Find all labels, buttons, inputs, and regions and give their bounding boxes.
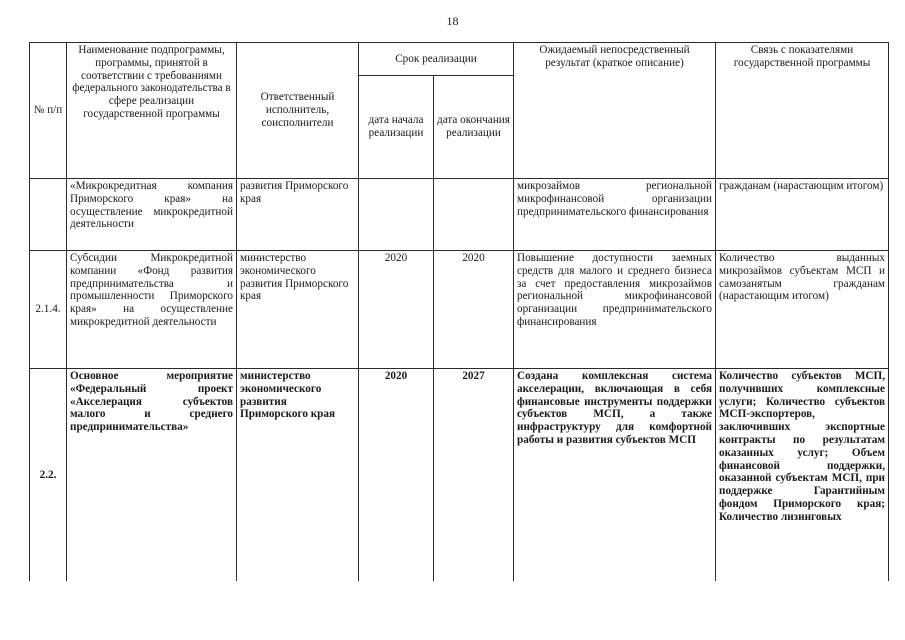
row-start bbox=[359, 179, 434, 251]
row-responsible: министерство экономического развития Приморского края bbox=[237, 369, 359, 582]
table-row bbox=[30, 251, 889, 369]
row-name: Основное мероприятие «Федеральный проект «Акселерация субъектов малого и среднего предпринимательства» bbox=[67, 369, 237, 582]
header-end: дата окончания реализации bbox=[434, 76, 514, 179]
header-result: Ожидаемый непосредственный результат (краткое описание) bbox=[514, 43, 716, 179]
row-end: 2027 bbox=[434, 369, 514, 582]
row-link: гражданам (нарастающим итогом) bbox=[716, 179, 889, 251]
row-num: 2.2. bbox=[30, 369, 67, 582]
row-result: Повышение доступности заемных средств для малого и среднего бизнеса за счет предоставления микрозаймов региональной микрофинансовой организации предпринимательского финансирования bbox=[514, 251, 716, 369]
table-row bbox=[30, 179, 889, 251]
row-result: микрозаймов региональной микрофинансовой организации предпринимательского финансирования bbox=[514, 179, 716, 251]
header-link: Связь с показателями государственной программы bbox=[716, 43, 889, 179]
header-row-1 bbox=[30, 43, 889, 76]
row-responsible: министерство экономического развития Приморского края bbox=[237, 251, 359, 369]
row-end bbox=[434, 179, 514, 251]
row-result: Создана комплексная система акселерации, включающая в себя финансовые инструменты поддержки субъектов МСП, а также инфраструктуру для комфортной работы и развития субъектов МСП bbox=[514, 369, 716, 582]
header-num: № п/п bbox=[30, 43, 67, 179]
row-link: Количество выданных микрозаймов субъектам МСП и самозанятым гражданам (нарастающим итогом) bbox=[716, 251, 889, 369]
row-name: Субсидии Микрокредитной компании «Фонд развития предпринимательства и промышленности Приморского края» на осуществление микрокредитной деятельности bbox=[67, 251, 237, 369]
table-row bbox=[30, 369, 889, 582]
header-start: дата начала реализации bbox=[359, 76, 434, 179]
row-responsible: развития Приморского края bbox=[237, 179, 359, 251]
program-table bbox=[29, 42, 889, 581]
header-responsible: Ответственный исполнитель, соисполнители bbox=[237, 43, 359, 179]
header-name: Наименование подпрограммы, программы, принятой в соответствии с требованиями федерального законодательства в сфере реализации государственной программы bbox=[67, 43, 237, 179]
row-name: «Микрокредитная компания Приморского края» на осуществление микрокредитной деятельности bbox=[67, 179, 237, 251]
row-end: 2020 bbox=[434, 251, 514, 369]
header-period: Срок реализации bbox=[359, 43, 514, 76]
row-start: 2020 bbox=[359, 251, 434, 369]
row-start: 2020 bbox=[359, 369, 434, 582]
row-num bbox=[30, 179, 67, 251]
row-link: Количество субъектов МСП, получивших комплексные услуги; Количество субъектов МСП-экспортеров, заключивших экспортные контракты по результатам оказанных услуг; Объем финансовой поддержки, оказанной субъектам МСП, при поддержке Гарантийным фондом Приморского края; Количество лизинговых bbox=[716, 369, 889, 582]
row-num: 2.1.4. bbox=[30, 251, 67, 369]
page-number: 18 bbox=[446, 14, 459, 28]
